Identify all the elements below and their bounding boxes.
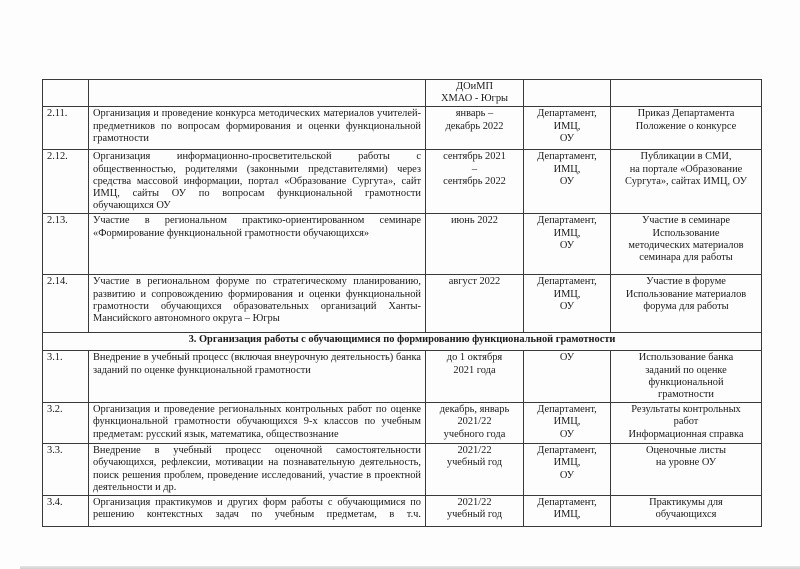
table-row: [43, 444, 762, 496]
row-result: [611, 214, 762, 275]
result-line: Участие в семинаре: [641, 215, 731, 227]
row-activity: [89, 80, 426, 107]
date-line: декабрь 2022: [445, 120, 504, 132]
result-line: Приказ Департамента: [637, 108, 735, 120]
row-activity: Внедрение в учебный процесс оценочной самостоятельности обучающихся, рефлексии, мотивации на познавательную деятельность, поиск решения проблем, проведение исследований, участие в проектной деятельности и др.: [89, 444, 426, 496]
section-title: 3. Организация работы с обучающимися по формированию функциональной грамотности: [43, 333, 762, 351]
row-responsible: [524, 444, 611, 496]
responsible-line: Департамент,: [537, 276, 597, 288]
responsible-line: ОУ: [559, 352, 575, 364]
row-activity: Участие в региональном практико-ориентированном семинаре «Формирование функциональной грамотности обучающихся»: [89, 214, 426, 275]
row-result: [611, 275, 762, 333]
responsible-line: ОУ: [559, 132, 575, 144]
table-row-continuation: [43, 80, 762, 107]
table-row: [43, 496, 762, 527]
responsible-line: ИМЦ,: [553, 457, 581, 469]
result-line: грамотности: [658, 389, 714, 401]
row-date: [426, 275, 524, 333]
result-line: Использование материалов: [625, 288, 747, 300]
row-result: [611, 496, 762, 527]
responsible-line: ИМЦ,: [553, 288, 581, 300]
row-result: [611, 444, 762, 496]
row-responsible: [524, 351, 611, 403]
row-responsible: [524, 150, 611, 214]
result-line: Положение о конкурсе: [635, 120, 737, 132]
row-activity: Организация и проведение региональных контрольных работ по оценке функциональной грамотности обучающихся 9-х классов по учебным предметам: русский язык, математика, обществознание: [89, 403, 426, 444]
result-line: на уровне ОУ: [655, 457, 717, 469]
responsible-line: Департамент,: [537, 108, 597, 120]
row-responsible: [524, 80, 611, 107]
row-date: [426, 496, 524, 527]
result-line: Информационная справка: [628, 428, 744, 440]
responsible-line: Департамент,: [537, 151, 597, 163]
date-line: июнь 2022: [450, 215, 498, 227]
row-result: [611, 403, 762, 444]
row-responsible: [524, 107, 611, 150]
result-line: функциональной: [648, 376, 724, 388]
row-responsible: [524, 496, 611, 527]
row-activity: Внедрение в учебный процесс (включая внеурочную деятельность) банка заданий по оценке функциональной грамотности: [89, 351, 426, 403]
row-date: [426, 107, 524, 150]
responsible-line: Департамент,: [537, 445, 597, 457]
table-row: [43, 275, 762, 333]
date-line: учебного года: [443, 428, 506, 440]
date-line: учебный год: [446, 509, 503, 521]
date-line: 2021 года: [453, 364, 496, 376]
responsible-line: ОУ: [559, 300, 575, 312]
responsible-line: ОУ: [559, 175, 575, 187]
responsible-line: Департамент,: [537, 215, 597, 227]
result-line: Публикации в СМИ,: [640, 151, 732, 163]
responsible-line: Департамент,: [537, 404, 597, 416]
date-line: сентябрь 2022: [443, 175, 506, 187]
row-number: 3.2.: [43, 403, 89, 444]
row-date: [426, 214, 524, 275]
date-line: –: [471, 163, 478, 175]
row-date: [426, 80, 524, 107]
responsible-line: ОУ: [559, 428, 575, 440]
date-line: до 1 октября: [446, 352, 503, 364]
responsible-line: ОУ: [559, 239, 575, 251]
table-row: [43, 403, 762, 444]
row-activity: Организация информационно-просветительской работы с общественностью, родителями (законными представителями) через средства массовой информации, портал «Образование Сургута», сайт ИМЦ, сайты ОУ по вопросам функциональной грамотности обучающихся ОУ: [89, 150, 426, 214]
row-result: [611, 80, 762, 107]
result-line: Участие в форуме: [646, 276, 726, 288]
row-responsible: [524, 275, 611, 333]
responsible-line: ИМЦ,: [553, 416, 581, 428]
responsible-line: ИМЦ,: [553, 163, 581, 175]
result-line: Оценочные листы: [645, 445, 727, 457]
row-result: [611, 107, 762, 150]
row-date: [426, 150, 524, 214]
date-line: 2021/22: [457, 416, 492, 428]
row-date: [426, 403, 524, 444]
table-row: [43, 214, 762, 275]
result-line: семинара для работы: [639, 252, 733, 264]
date-line: 2021/22: [457, 445, 492, 457]
row-number: 3.4.: [43, 496, 89, 527]
row-result: [611, 351, 762, 403]
row-number: 3.1.: [43, 351, 89, 403]
date-line: декабрь, январь: [439, 404, 510, 416]
result-line: Использование банка: [638, 352, 734, 364]
date-line: январь –: [455, 108, 494, 120]
responsible-line: ИМЦ,: [553, 227, 581, 239]
row-result: [611, 150, 762, 214]
row-activity: Участие в региональном форуме по стратегическому планированию, развитию и сопровождению формирования и оценки функциональной грамотности обучающихся образовательных организаций Ханты-Мансийского автономного округа – Югры: [89, 275, 426, 333]
result-line: обучающихся: [655, 509, 717, 521]
date-line: ХМАО - Югры: [440, 93, 508, 105]
result-line: на портале «Образование: [629, 163, 743, 175]
section-header-row: [43, 333, 762, 351]
table-row: [43, 107, 762, 150]
row-number: [43, 80, 89, 107]
action-plan-table: [42, 79, 762, 527]
table-row: [43, 150, 762, 214]
row-date: [426, 444, 524, 496]
row-number: 2.13.: [43, 214, 89, 275]
row-number: 2.14.: [43, 275, 89, 333]
row-activity: Организация практикумов и других форм работы с обучающимися по решению контекстных задач по учебным предметам, в т.ч.: [89, 496, 426, 527]
result-line: Результаты контрольных: [631, 404, 741, 416]
row-number: 2.11.: [43, 107, 89, 150]
date-line: сентябрь 2021: [443, 151, 506, 163]
date-line: 2021/22: [457, 497, 492, 509]
row-responsible: [524, 403, 611, 444]
result-line: форума для работы: [643, 300, 729, 312]
date-line: учебный год: [446, 457, 503, 469]
responsible-line: ОУ: [559, 469, 575, 481]
row-responsible: [524, 214, 611, 275]
responsible-line: ИМЦ,: [553, 120, 581, 132]
date-line: август 2022: [448, 276, 501, 288]
result-line: заданий по оценке: [645, 364, 727, 376]
row-activity: Организация и проведение конкурса методических материалов учителей-предметников по вопросам формирования и оценки функциональной грамотности: [89, 107, 426, 150]
result-line: Сургута», сайтах ИМЦ, ОУ: [625, 175, 747, 187]
result-line: методических материалов: [628, 239, 744, 251]
table-row: [43, 351, 762, 403]
date-line: ДОиМП: [456, 81, 493, 92]
row-date: [426, 351, 524, 403]
result-line: Практикумы для: [649, 497, 723, 509]
responsible-line: Департамент,: [537, 497, 597, 509]
responsible-line: ИМЦ,: [553, 509, 581, 521]
row-number: 3.3.: [43, 444, 89, 496]
result-line: Использование: [652, 227, 720, 239]
row-number: 2.12.: [43, 150, 89, 214]
result-line: работ: [673, 416, 699, 428]
